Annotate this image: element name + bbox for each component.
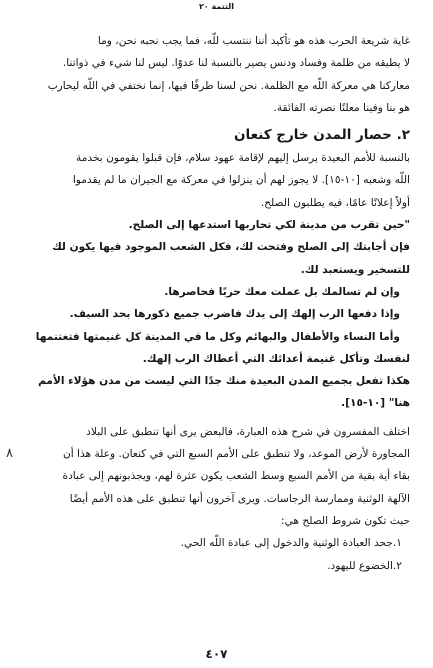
commentary-line: حيث تكون شروط الصلح هي: bbox=[281, 514, 410, 527]
section-heading: ٢. حصار المدن خارج كنعان bbox=[234, 127, 410, 144]
running-header: التتمة ٢٠ bbox=[198, 2, 235, 11]
quote-line: وأما النساء والأطفال والبهائم وكل ما في المدينة كل غنيمتها فتغتنمها bbox=[35, 330, 400, 343]
quote-line: هكذا تفعل بجميع المدن البعيدة منك جدًا التي ليست من مدن هؤلاء الأمم bbox=[38, 375, 410, 388]
section-line: أولاً إعلانًا عامًا، فيه يطلبون الصلح. bbox=[260, 196, 410, 209]
condition-item: ١.جحد العبادة الوثنية والدخول إلى عبادة اللّه الحي. bbox=[180, 537, 402, 550]
quote-line: وإن لم تسالمك بل عملت معك حربًا فحاصرها. bbox=[164, 285, 400, 298]
page-body bbox=[23, 30, 410, 577]
commentary-line: بقاء أية بقية من الأمم السبع وسط الشعب يكون عثرة لهم، ويجذبونهم إلى عبادة bbox=[62, 470, 410, 483]
page-number: ٤٠٧ bbox=[205, 647, 228, 661]
intro-line: لا يطيقه من ظلمة وفساد ودنس يصير بالنسبة لنا عدوًا. ليس لنا شيء في ذواتنا. bbox=[62, 57, 410, 70]
quote-line: لنفسك وتأكل غنيمة أعدائك التي أعطاك الرب إلهك. bbox=[142, 352, 410, 365]
quote-line: للتسخير ويستعبد لك. bbox=[300, 263, 410, 276]
quote-line: وإذا دفعها الرب إلهك إلى يدك فاضرب جميع ذكورها بحد السيف. bbox=[69, 308, 400, 321]
margin-mark: ٨ bbox=[6, 446, 13, 461]
commentary-line: الآلهة الوثنية وممارسة الرجاسات. ويرى آخرون أنها تنطبق على هذه الأمم أيضًا bbox=[69, 492, 410, 505]
intro-line: هو بنا وفينا معلنًا نصرته الفائقة. bbox=[273, 101, 410, 114]
condition-item: ٢.الخضوع لليهود. bbox=[327, 559, 402, 572]
commentary-line: اختلف المفسرون في شرح هذه العبارة، فالبعض يرى أنها تنطبق على البلاد bbox=[86, 425, 410, 438]
quote-line: هنا" [١٠-١٥]. bbox=[341, 397, 410, 410]
commentary-line: المجاورة لأرض الموعد، ولا تنطبق على الأمم السبع التي في كنعان. وعلة هذا أن bbox=[62, 448, 410, 461]
intro-line: غاية شريعة الحرب هذه هو تأكيد أننا ننتسب للّه، فما يجب نحبه نحن، وما bbox=[97, 35, 410, 47]
section-line: اللّه وشعبه [١٠-١٥]. لا يجوز لهم أن ينزلوا في معركة مع الجيران ما لم يقدموا bbox=[72, 174, 410, 187]
quote-line: فإن أجابتك إلى الصلح وفتحت لك، فكل الشعب الموجود فيها يكون لك bbox=[52, 241, 410, 254]
intro-line: معاركنا هي معركة اللّه مع الظلمة. نحن لسنا طرفًا فيها، إنما نختفي في اللّه ليحارب bbox=[47, 79, 410, 92]
section-line: بالنسبة للأمم البعيدة يرسل إليهم لإقامة عهود سلام، فإن قبلوا يقومون بخدمة bbox=[76, 152, 410, 165]
quote-line: "حين تقرب من مدينة لكي تحاربها استدعها إلى الصلح. bbox=[128, 219, 410, 232]
